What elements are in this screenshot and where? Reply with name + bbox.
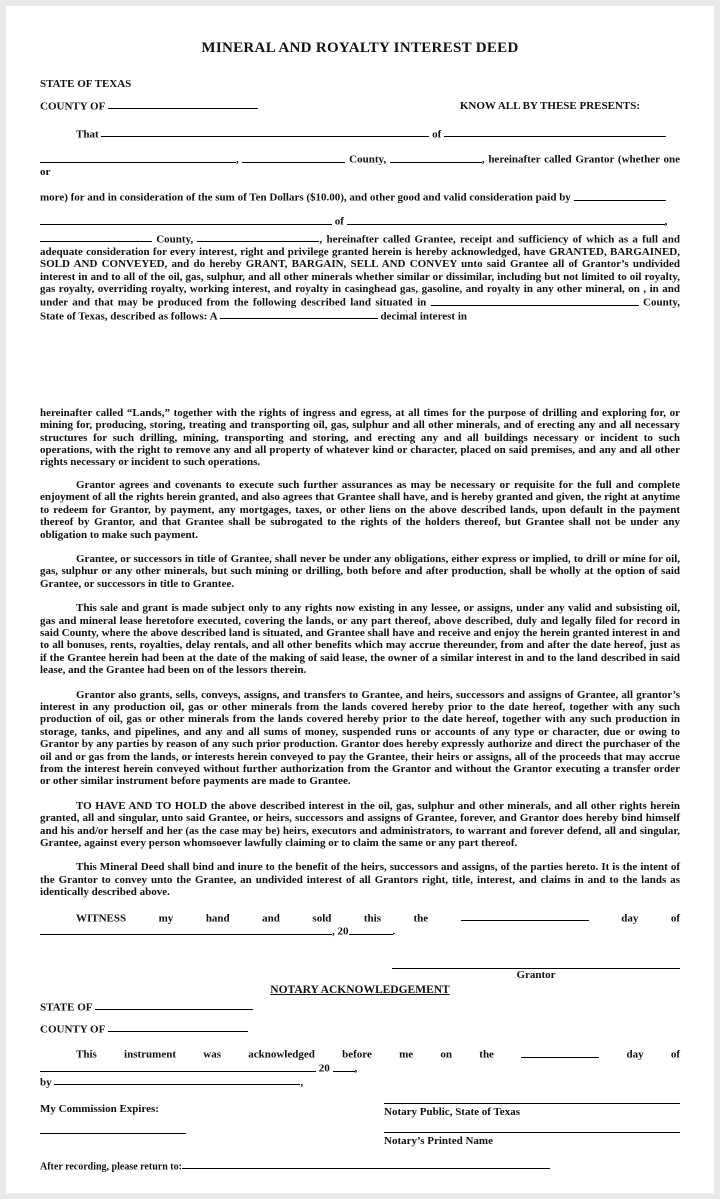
lands-paragraph: hereinafter called “Lands,” together with the rights of ingress and egress, at all times for the purpose of drilling and exploring for, or mining for, producing, storing, treating and transporting oil, gas, sulphur and all other minerals, and of erecting any and all necessary structures for such drilling, mining, transporting and storing, and erecting any and all buildings necessary or incident to such operations, with the right to remove any and all property of whatever kind or character, placed on said premises, and any and all other rights necessary or incident to such operations. (40, 406, 680, 469)
notary-state-line (40, 1000, 680, 1014)
bottom-section (40, 1103, 680, 1148)
know-all-presents: KNOW ALL BY THESE PRESENTS: (459, 100, 640, 113)
year-blank (349, 924, 393, 934)
state-of-label: STATE OF (40, 1001, 93, 1014)
grantee-name-blank (40, 214, 332, 224)
commission-date-line (40, 1133, 186, 1134)
that-line (40, 127, 680, 141)
grantor-signature-block (392, 968, 680, 981)
year-prefix: 20 (318, 1062, 330, 1075)
habendum-paragraph: TO HAVE AND TO HOLD the above described interest in the oil, gas, sulphur and other minerals, and all other rights herein granted, all and singular, unto said Grantee, or heirs, successors and assigns of Grantee, forever, and Grantor does hereby bind himself and his and/or herself and her (as the case may be) heirs, executors and administrators, to warrant and forever defend, all and singular, Grantee, against every person whomsoever lawfully claiming or to claim the same or any part thereof. (40, 799, 680, 850)
of-label: of (432, 127, 442, 140)
notary-printed-name-label: Notary’s Printed Name (384, 1135, 493, 1148)
acknowledgement-line (40, 1047, 680, 1075)
witness-text: WITNESS my hand and sold this the (76, 912, 429, 924)
blank-field (390, 152, 482, 162)
grantee-address-blank (347, 214, 665, 224)
county-of-label: COUNTY OF (40, 1023, 105, 1036)
witness-line (40, 911, 680, 939)
month-blank (40, 924, 332, 934)
notary-section-title: NOTARY ACKNOWLEDGEMENT (270, 983, 450, 996)
blank-field (40, 232, 152, 242)
return-to-line (40, 1160, 680, 1174)
deed-document (6, 6, 714, 1193)
paid-by-blank (574, 190, 666, 200)
comma: , (319, 233, 323, 246)
by-label: by (40, 1076, 52, 1089)
by-line (40, 1075, 680, 1089)
notary-public-label: Notary Public, State of Texas (384, 1105, 520, 1118)
day-of-label: day of (621, 912, 681, 924)
state-of-texas-line: STATE OF TEXAS (40, 78, 132, 91)
comma: , (236, 153, 239, 166)
county-of-label: COUNTY OF (40, 100, 105, 113)
by-name-blank (54, 1075, 300, 1085)
comma: , (481, 153, 485, 166)
decimal-interest-text: decimal interest in (380, 310, 467, 323)
blank-field (40, 152, 236, 162)
grantor-clause: hereinafter called Grantor (whether one or (40, 153, 681, 179)
county-label: County, (156, 233, 194, 246)
that-label: That (76, 127, 99, 140)
follows-text: follows: A (170, 310, 217, 323)
day-blank (461, 911, 589, 921)
prior-production-paragraph: Grantor also grants, sells, conveys, assigns, and transfers to Grantee, and heirs, successors and assigns of Grantee, all grantor’s interest in any production oil, gas or other minerals from the lands covered hereby prior to the date hereof, together with any such production of oil, gas or other minerals from the lands covered hereby prior to the date hereof, together with any such production in storage, tanks, and pipelines, and any and all sums of money, suspended runs or accounts of any type or character, due or owing to Grantor by any parties by reason of any such prior production. Grantor does hereby expressly authorize and direct the purchaser of the oil and or gas from the lands, or interests herein conveyed to pay the Grantee, their heirs or assigns, all of the proceeds that may accrue from the interest herein conveyed without further authorization from the Grantor and without the Grantor executing a transfer order or other similar instrument before payments are made to Grantee. (40, 688, 680, 788)
commission-column (40, 1103, 384, 1148)
consideration-line (40, 190, 680, 204)
year-prefix: , 20 (332, 925, 349, 938)
ack-month-blank (40, 1061, 316, 1071)
return-to-label: After recording, please return to: (40, 1161, 182, 1173)
grantee-paragraph-text: hereinafter called Grantee, receipt and sufficiency of which as a full and adequate consideration for every interest, right and privilege granted herein is hereby acknowledged, have GRANTED, BARGAINED, SOLD AND CONVEYED, and do hereby GRANT, BARGAIN, SELL AND CONVEY unto said Grantee all of Grantor’s undivided interest in and to all of the oil, gas, sulphur, and all other minerals whether similar or dissimilar, including but not limited to oil royalty, gas royalty, overriding royalty, working interest, and royalty in casinghead gas, gasoline, and royalty in any other mineral, on , in and under and that may be produced from the following described land situated in (40, 233, 681, 309)
blank-field (197, 232, 319, 242)
grantor-county-line (40, 152, 680, 178)
end-mark: . (392, 925, 396, 938)
assurances-paragraph: Grantor agrees and covenants to execute such further assurances as may be necessary or requisite for the full and complete enjoyment of all the rights herein granted, and also agrees that Grantee shall have, and is hereby granted and given, the right at anytime to redeem for Grantor, by payment, any mortgages, taxes, or other liens on the above described lands, upon default in the payment thereof by Grantor, and that Grantee shall be subrogated to the rights of the holders thereof, but Grantee shall not be under any obligation to make such payment. (40, 478, 680, 541)
ack-day-blank (521, 1047, 599, 1057)
of-label: of (334, 215, 344, 228)
document-title: MINERAL AND ROYALTY INTEREST DEED (201, 40, 519, 56)
spacer (384, 1118, 680, 1132)
blank-field (242, 152, 345, 162)
commission-label: My Commission Expires: (40, 1102, 159, 1115)
ack-text: This instrument was acknowledged before me on the (76, 1048, 494, 1061)
obligations-paragraph: Grantee, or successors in title of Grantee, shall never be under any obligations, either express or implied, to drill or mine for oil, gas, sulphur or any other minerals, but such mining or drilling, both before and after production, shall be wholly at the option of said Grantee, or successors in title to Grantee. (40, 552, 680, 590)
comma: , (354, 1062, 358, 1075)
grantee-address-line (40, 214, 680, 228)
day-of-label: day of (626, 1048, 681, 1061)
county-state-text: County, State of Texas, described as (40, 296, 681, 323)
county-label: County, (349, 153, 387, 166)
return-to-blank (182, 1160, 550, 1170)
decimal-interest-blank (220, 309, 378, 319)
notary-county-line (40, 1022, 680, 1036)
ack-year-blank (333, 1061, 355, 1071)
grantee-paragraph (40, 232, 680, 323)
grantor-address-blank (444, 127, 666, 137)
county-of-line (40, 99, 258, 113)
spacer (40, 1115, 384, 1133)
consideration-text: more) for and in consideration of the sum of Ten Dollars ($10.00), and other good and valid consideration paid by (40, 191, 571, 204)
state-blank (95, 1000, 253, 1010)
comma: , (300, 1076, 304, 1089)
grantor-name-blank (101, 127, 429, 137)
bind-inure-paragraph: This Mineral Deed shall bind and inure to the benefit of the heirs, successors and assigns, of the parties hereto. It is the intent of the Grantor to convey unto the Grantee, an undivided interest of all Grantors right, title, interest, and claims in and to the lands as identically described above. (40, 861, 680, 899)
county-blank (108, 1022, 248, 1032)
county-presents-row (40, 99, 680, 113)
notary-printed-name-line (384, 1132, 680, 1133)
comma: , (664, 215, 668, 228)
notary-signature-line (384, 1103, 680, 1104)
county-blank-field (108, 99, 258, 109)
land-county-blank (431, 295, 639, 305)
legal-description-space (40, 323, 680, 407)
subject-paragraph: This sale and grant is made subject only to any rights now existing in any lessee, or assigns, under any valid and subsisting oil, gas and mineral lease heretofore executed, covering the lands, or any part thereof, above described, duly and legally filed for record in said County, where the above described land is situated, and Grantee shall have and receive and enjoy the herein granted interest in and to all bonuses, rents, royalties, delay rentals, and all other benefits which may accrue thereunder, from and after the date hereof, just as if the Grantee herein had been at the date of the making of said lease, the owner of a similar interest in and to the land described in said lease, and the Grantee had been on of the lessors therein. (40, 602, 680, 677)
notary-signature-column (384, 1103, 680, 1148)
grantor-label: Grantor (516, 969, 556, 982)
